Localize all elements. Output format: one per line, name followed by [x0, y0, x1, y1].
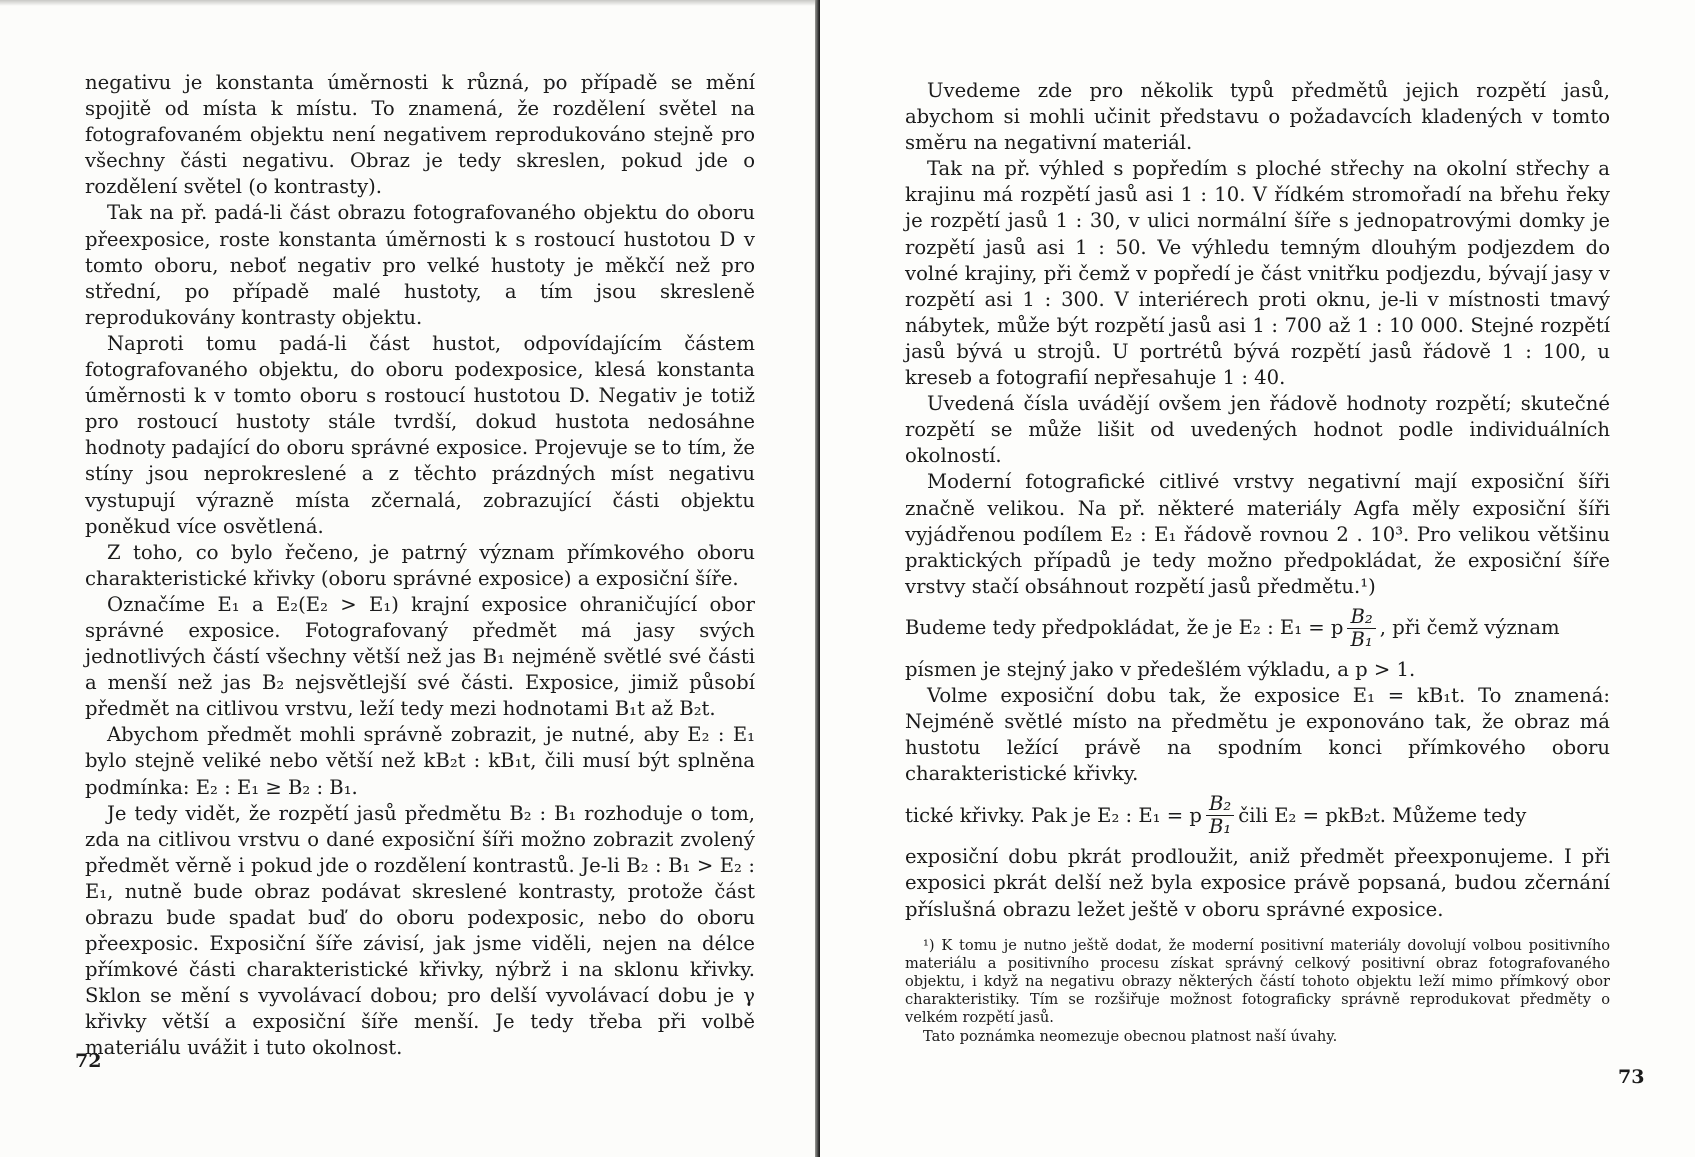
fraction-denominator: B₁ [1350, 627, 1373, 651]
fraction-denominator: B₁ [1208, 815, 1232, 839]
page-number: 72 [75, 1050, 102, 1072]
left-text-column [85, 70, 755, 1062]
fraction-numerator: B₂ [1206, 793, 1234, 816]
equation-line [905, 606, 1610, 651]
paragraph: Z toho, co bylo řečeno, je patrný význam přímkového oboru charakteristické křivky (oboru správné exposice) a exposiční šíře. [85, 540, 755, 590]
right-page [820, 0, 1695, 1157]
fraction [1347, 606, 1375, 651]
paragraph: Označíme E₁ a E₂(E₂ > E₁) krajní exposice ohraničující obor správné exposice. Fotografovaný předmět má jasy svých jednotlivých částí všechny větší než jas B₁ nejméně světlé své části a menší než jas B₂ nejsvětlejší své části. Exposice, jimiž působí předmět na citlivou vrstvu, leží tedy mezi hodnotami B₁t až B₂t. [85, 592, 755, 721]
paragraph: Tak na př. padá-li část obrazu fotografovaného objektu do oboru přeexposice, roste konstanta úměrnosti k s rostoucí hustotou D v tomto oboru, neboť negativ pro velké hustoty je měkčí než pro střední, po případě malé hustoty, a tím jsou skresleně reprodukovány kontrasty objektu. [85, 201, 755, 329]
equation-text: Budeme tedy předpokládat, že je E₂ : E₁ = p [905, 616, 1344, 640]
paragraph: Moderní fotografické citlivé vrstvy negativní mají exposiční šíři značně velikou. Na př. některé materiály Agfa měly exposiční šíři vyjádřenou podílem E₂ : E₁ řádově rovnou 2 . 10³. Pro velikou většinu praktických případů je tedy možno předpokládat, že exposiční šíře vrstvy stačí obsáhnout rozpětí jasů předmětu.¹) [905, 470, 1610, 598]
equation-text: čili E₂ = pkB₂t. Můžeme tedy [1238, 803, 1527, 827]
paragraph: Tak na př. výhled s popředím s ploché střechy na okolní střechy a krajinu má rozpětí jasů asi 1 : 10. V řídkém stromořadí na břehu řeky je rozpětí jasů 1 : 30, v ulici normální šíře s jednopatrovými domky je rozpětí jasů asi 1 : 50. Ve výhledu temným dlouhým podjezdem do volné krajiny, při čemž v popředí je část vnitřku podjezdu, bývají jasy v rozpětí asi 1 : 300. V interiérech proti oknu, je-li v místnosti tmavý nábytek, může být rozpětí jasů asi 1 : 700 až 1 : 10 000. Stejné rozpětí jasů bývá u strojů. U portrétů bývá rozpětí jasů řádově 1 : 100, u kreseb a fotografií nepřesahuje 1 : 40. [905, 157, 1610, 390]
paragraph: Je tedy vidět, že rozpětí jasů předmětu B₂ : B₁ rozhoduje o tom, zda na citlivou vrstvu o dané exposiční šíři možno zobrazit zvolený předmět věrně i pokud jde o rozdělení kontrastů. Je-li B₂ : B₁ > E₂ : E₁, nutně bude obraz podávat skreslené kontrasty, protože část obrazu bude spadat buď do oboru podexposic, nebo do oboru přeexposic. Exposiční šíře závisí, jak jsme viděli, nejen na délce přímkové části charakteristické křivky, nýbrž i na sklonu křivky. Sklon se mění s vyvolávací dobou; pro delší vyvolávací dobu je γ křivky větší a exposiční šíře menší. Je tedy třeba při volbě materiálu uvážit i tuto okolnost. [85, 801, 755, 1060]
paragraph: Uvedená čísla uvádějí ovšem jen řádově hodnoty rozpětí; skutečné rozpětí se může lišit od uvedených hodnot podle individuálních okolností. [905, 392, 1610, 468]
right-text-column [905, 78, 1610, 1046]
paragraph: exposiční dobu pkrát prodloužit, aniž předmět přeexponujeme. I při exposici pkrát delší než byla exposice právě popsaná, budou zčernání příslušná obrazu ležet ještě v oboru správné exposice. [905, 845, 1610, 921]
paragraph: Uvedeme zde pro několik typů předmětů jejich rozpětí jasů, abychom si mohli učinit představu o požadavcích kladených v tomto směru na negativní materiál. [905, 79, 1610, 155]
paragraph: Naproti tomu padá-li část hustot, odpovídajícím částem fotografovaného objektu, do oboru podexposice, klesá konstanta úměrnosti k v tomto oboru s rostoucí hustotou D. Negativ je totiž pro rostoucí hustoty stále tvrdší, dokud hustota nedosáhne hodnoty padající do oboru správné exposice. Projevuje se to tím, že stíny jsou neprokreslené a z těchto prázdných míst negativu vystupují výrazně místa zčernalá, zobrazující části objektu poněkud více osvětlená. [85, 331, 755, 538]
paragraph: Volme exposiční dobu tak, že exposice E₁ = kB₁t. To znamená: Nejméně světlé místo na předmětu je exponováno tak, že obraz má hustotu ležící právě na spodním konci přímkového oboru charakteristické křivky. [905, 683, 1610, 786]
paragraph: písmen je stejný jako v předešlém výkladu, a p > 1. [905, 657, 1416, 681]
page-top-edge [0, 0, 820, 6]
equation-text: tické křivky. Pak je E₂ : E₁ = p [905, 803, 1202, 827]
footnotes [905, 937, 1610, 1046]
page-number: 73 [1618, 1066, 1645, 1088]
fraction-numerator: B₂ [1347, 606, 1375, 629]
footnote: ¹) K tomu je nutno ještě dodat, že moderní positivní materiály dovolují volbou positivního materiálu a positivního procesu získat správný celkový positivní obraz fotografovaného objektu, i když na negativu obrazy některých částí tohoto objektu leží mimo přímkový obor charakteristiky. Tím se rozšiřuje možnost fotograficky správně reprodukovat předměty o velkém rozpětí jasů. [905, 936, 1610, 1027]
paragraph: Abychom předmět mohli správně zobrazit, je nutné, aby E₂ : E₁ bylo stejně veliké nebo větší než kB₂t : kB₁t, čili musí být splněna podmínka: E₂ : E₁ ≥ B₂ : B₁. [85, 723, 755, 799]
footnote: Tato poznámka neomezuje obecnou platnost naší úvahy. [923, 1027, 1338, 1045]
left-page [0, 0, 820, 1157]
equation-line [905, 793, 1610, 838]
paragraph: negativu je konstanta úměrnosti k různá, po případě se mění spojitě od místa k místu. To znamená, že rozdělení světel na fotografovaném objektu není negativem reprodukováno stejně pro všechny části negativu. Obraz je tedy skreslen, pokud jde o rozdělení světel (o kontrasty). [85, 71, 755, 199]
fraction [1206, 793, 1234, 838]
equation-text: , při čemž význam [1379, 616, 1560, 640]
